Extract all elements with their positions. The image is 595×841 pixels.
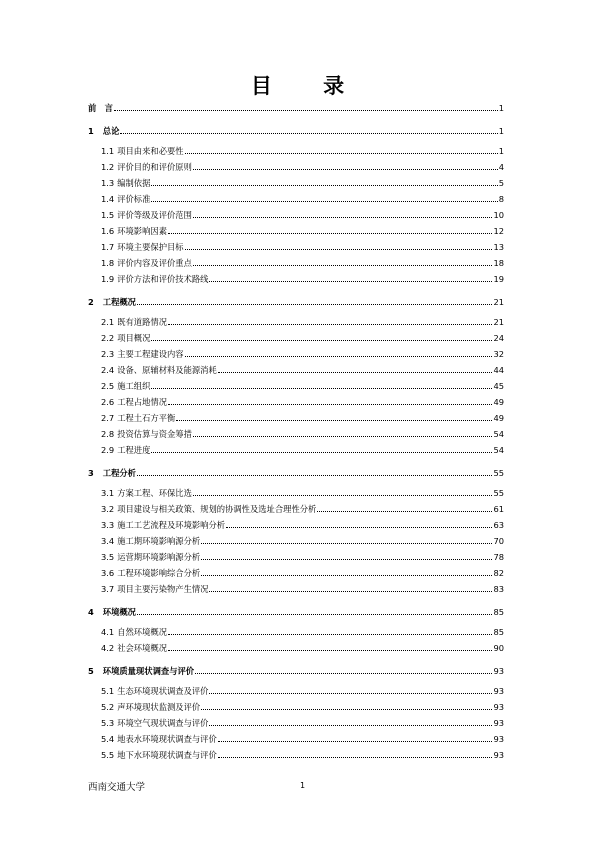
toc-entry-page: 21 <box>493 317 504 327</box>
toc-entry-label: 评价内容及评价重点 <box>117 258 192 268</box>
toc-section-entry[interactable] <box>101 427 504 439</box>
toc-chapter-entry[interactable] <box>88 466 504 478</box>
page-title: 目 录 <box>250 73 367 98</box>
toc-leader-dots <box>168 649 492 651</box>
toc-entry-number: 1.7 <box>101 242 115 252</box>
toc-entry-number: 2.8 <box>101 429 115 439</box>
toc-entry-label: 工程环境影响综合分析 <box>117 568 201 578</box>
toc-entry-label: 工程占地情况 <box>117 397 167 407</box>
toc-entry-page: 54 <box>493 445 504 455</box>
toc-entry-page: 93 <box>493 718 504 728</box>
toc-entry-label: 项目概况 <box>117 333 151 343</box>
toc-leader-dots <box>193 494 493 496</box>
toc-section-entry[interactable] <box>101 625 504 637</box>
toc-entry-label: 评价标准 <box>117 194 151 204</box>
toc-section-entry[interactable] <box>101 331 504 343</box>
toc-entry-page: 70 <box>493 536 504 546</box>
footer-page-number: 1 <box>300 781 306 790</box>
toc-leader-dots <box>168 232 492 234</box>
toc-entry-page: 93 <box>493 750 504 760</box>
toc-leader-dots <box>185 355 493 357</box>
toc-section-entry[interactable] <box>101 550 504 562</box>
toc-entry-number: 1.6 <box>101 226 115 236</box>
toc-entry-label: 环境影响因素 <box>117 226 167 236</box>
toc-chapter-entry[interactable] <box>88 605 504 617</box>
toc-entry-number: 2.6 <box>101 397 115 407</box>
toc-leader-dots <box>209 692 492 694</box>
toc-entry-number: 1.8 <box>101 258 115 268</box>
toc-leader-dots <box>193 264 493 266</box>
toc-entry-number: 5.4 <box>101 734 115 744</box>
toc-leader-dots <box>114 109 498 111</box>
toc-leader-dots <box>193 216 493 218</box>
toc-section-entry[interactable] <box>101 192 504 204</box>
toc-leader-dots <box>168 323 492 325</box>
toc-entry-number: 2.7 <box>101 413 115 423</box>
toc-entry-page: 90 <box>493 643 504 653</box>
toc-section-entry[interactable] <box>101 566 504 578</box>
toc-entry-page: 1 <box>498 103 504 113</box>
toc-entry-label: 编制依据 <box>117 178 151 188</box>
toc-section-entry[interactable] <box>101 684 504 696</box>
toc-entry-page: 5 <box>498 178 504 188</box>
toc-entry-page: 10 <box>493 210 504 220</box>
toc-leader-dots <box>201 558 492 560</box>
toc-entry-number: 1 <box>88 126 94 136</box>
toc-entry-label: 项目由来和必要性 <box>117 146 184 156</box>
toc-leader-dots <box>195 672 492 674</box>
toc-section-entry[interactable] <box>101 379 504 391</box>
toc-entry-number: 5.5 <box>101 750 115 760</box>
toc-leader-dots <box>193 168 498 170</box>
toc-leader-dots <box>317 510 492 512</box>
toc-entry-number: 2.2 <box>101 333 115 343</box>
toc-entry-label: 工程土石方平衡 <box>117 413 176 423</box>
toc-leader-dots <box>226 526 492 528</box>
toc-leader-dots <box>151 387 492 389</box>
toc-entry-label: 运营期环境影响源分析 <box>117 552 201 562</box>
toc-chapter-entry[interactable] <box>88 124 504 136</box>
toc-section-entry[interactable] <box>101 347 504 359</box>
toc-entry-number: 2.1 <box>101 317 115 327</box>
toc-entry-page: 55 <box>493 468 504 478</box>
toc-leader-dots <box>218 740 493 742</box>
toc-section-entry[interactable] <box>101 160 504 172</box>
toc-entry-page: 54 <box>493 429 504 439</box>
toc-section-entry[interactable] <box>101 502 504 514</box>
toc-section-entry[interactable] <box>101 395 504 407</box>
toc-section-entry[interactable] <box>101 443 504 455</box>
toc-leader-dots <box>168 403 492 405</box>
toc-section-entry[interactable] <box>101 716 504 728</box>
toc-leader-dots <box>137 613 492 615</box>
toc-entry-number: 5.2 <box>101 702 115 712</box>
toc-leader-dots <box>120 132 497 134</box>
toc-entry-number: 3.4 <box>101 536 115 546</box>
toc-entry-number: 4 <box>88 607 94 617</box>
toc-leader-dots <box>151 200 497 202</box>
toc-entry-number: 2.5 <box>101 381 115 391</box>
toc-leader-dots <box>176 419 492 421</box>
toc-chapter-entry[interactable] <box>88 664 504 676</box>
toc-entry-page: 24 <box>493 333 504 343</box>
toc-leader-dots <box>201 574 492 576</box>
toc-leader-dots <box>151 184 497 186</box>
toc-entry-page: 93 <box>493 666 504 676</box>
toc-section-entry[interactable] <box>101 534 504 546</box>
toc-entry-label: 项目主要污染物产生情况 <box>117 584 209 594</box>
toc-entry-number: 1.1 <box>101 146 115 156</box>
toc-section-entry[interactable] <box>101 363 504 375</box>
toc-entry-label: 设备、原辅材料及能源消耗 <box>117 365 217 375</box>
toc-entry-label: 环境概况 <box>102 607 136 617</box>
toc-entry-label: 评价方法和评价技术路线 <box>117 274 209 284</box>
toc-entry-label: 施工工艺流程及环境影响分析 <box>117 520 226 530</box>
toc-entry-page: 32 <box>493 349 504 359</box>
toc-section-entry[interactable] <box>101 700 504 712</box>
toc-section-entry[interactable] <box>101 315 504 327</box>
toc-entry-label: 项目建设与相关政策、规划的协调性及选址合理性分析 <box>117 504 317 514</box>
toc-entry-number: 3.2 <box>101 504 115 514</box>
toc-chapter-entry[interactable] <box>88 101 504 113</box>
toc-entry-page: 45 <box>493 381 504 391</box>
toc-entry-number: 2.9 <box>101 445 115 455</box>
toc-entry-page: 21 <box>493 297 504 307</box>
toc-leader-dots <box>209 280 492 282</box>
toc-leader-dots <box>218 756 493 758</box>
toc-entry-number: 4.2 <box>101 643 115 653</box>
toc-entry-page: 1 <box>498 146 504 156</box>
toc-entry-number: 5.1 <box>101 686 115 696</box>
toc-section-entry[interactable] <box>101 582 504 594</box>
toc-leader-dots <box>209 724 492 726</box>
toc-section-entry[interactable] <box>101 272 504 284</box>
toc-section-entry[interactable] <box>101 144 504 156</box>
toc-entry-page: 82 <box>493 568 504 578</box>
toc-entry-label: 生态环境现状调查及评价 <box>117 686 209 696</box>
toc-entry-number: 3.6 <box>101 568 115 578</box>
toc-entry-label: 施工期环境影响源分析 <box>117 536 201 546</box>
toc-entry-page: 93 <box>493 734 504 744</box>
toc-entry-number: 1.2 <box>101 162 115 172</box>
toc-entry-number: 1.5 <box>101 210 115 220</box>
toc-section-entry[interactable] <box>101 486 504 498</box>
toc-entry-label: 工程概况 <box>102 297 136 307</box>
toc-entry-page: 1 <box>498 126 504 136</box>
toc-leader-dots <box>218 371 493 373</box>
toc-section-entry[interactable] <box>101 641 504 653</box>
toc-entry-label: 主要工程建设内容 <box>117 349 184 359</box>
toc-entry-label: 工程分析 <box>102 468 136 478</box>
toc-section-entry[interactable] <box>101 176 504 188</box>
toc-entry-page: 49 <box>493 397 504 407</box>
toc-entry-page: 8 <box>498 194 504 204</box>
toc-entry-page: 85 <box>493 607 504 617</box>
toc-section-entry[interactable] <box>101 411 504 423</box>
toc-entry-page: 61 <box>493 504 504 514</box>
toc-entry-page: 83 <box>493 584 504 594</box>
toc-entry-page: 18 <box>493 258 504 268</box>
toc-entry-page: 4 <box>498 162 504 172</box>
toc-entry-page: 44 <box>493 365 504 375</box>
toc-leader-dots <box>201 542 492 544</box>
toc-entry-label: 声环境现状监测及评价 <box>117 702 201 712</box>
toc-entry-number: 3.1 <box>101 488 115 498</box>
toc-entry-number: 3.5 <box>101 552 115 562</box>
toc-entry-label: 环境质量现状调查与评价 <box>102 666 195 676</box>
toc-section-entry[interactable] <box>101 240 504 252</box>
toc-entry-page: 12 <box>493 226 504 236</box>
toc-entry-number: 2 <box>88 297 94 307</box>
toc-entry-page: 78 <box>493 552 504 562</box>
toc-leader-dots <box>137 474 492 476</box>
toc-entry-number: 5 <box>88 666 94 676</box>
toc-entry-label: 工程进度 <box>117 445 151 455</box>
toc-entry-number: 1.4 <box>101 194 115 204</box>
toc-entry-label: 方案工程、环保比选 <box>117 488 192 498</box>
toc-entry-label: 既有道路情况 <box>117 317 167 327</box>
toc-entry-label: 地下水环境现状调查与评价 <box>117 750 217 760</box>
toc-entry-label: 环境主要保护目标 <box>117 242 184 252</box>
toc-entry-number: 前 言 <box>88 103 113 113</box>
toc-entry-number: 2.3 <box>101 349 115 359</box>
toc-entry-number: 3 <box>88 468 94 478</box>
toc-entry-page: 55 <box>493 488 504 498</box>
toc-entry-number: 1.3 <box>101 178 115 188</box>
toc-entry-label: 评价等级及评价范围 <box>117 210 192 220</box>
toc-leader-dots <box>151 339 492 341</box>
toc-chapter-entry[interactable] <box>88 295 504 307</box>
toc-leader-dots <box>151 451 492 453</box>
toc-entry-number: 1.9 <box>101 274 115 284</box>
toc-entry-label: 环境空气现状调查与评价 <box>117 718 209 728</box>
toc-leader-dots <box>185 248 493 250</box>
toc-section-entry[interactable] <box>101 256 504 268</box>
toc-leader-dots <box>193 435 493 437</box>
toc-entry-number: 5.3 <box>101 718 115 728</box>
toc-entry-label: 地表水环境现状调查与评价 <box>117 734 217 744</box>
toc-entry-number: 3.3 <box>101 520 115 530</box>
toc-entry-page: 49 <box>493 413 504 423</box>
toc-leader-dots <box>137 303 492 305</box>
toc-entry-page: 93 <box>493 702 504 712</box>
toc-entry-page: 19 <box>493 274 504 284</box>
toc-section-entry[interactable] <box>101 748 504 760</box>
toc-leader-dots <box>209 590 492 592</box>
toc-section-entry[interactable] <box>101 208 504 220</box>
footer-organization: 西南交通大学 <box>88 782 146 793</box>
toc-entry-label: 总论 <box>102 126 120 136</box>
toc-entry-number: 3.7 <box>101 584 115 594</box>
toc-leader-dots <box>185 152 498 154</box>
toc-entry-number: 4.1 <box>101 627 115 637</box>
toc-entry-label: 自然环境概况 <box>117 627 167 637</box>
toc-entry-label: 社会环境概况 <box>117 643 167 653</box>
toc-entry-label: 投资估算与资金筹措 <box>117 429 192 439</box>
toc-entry-page: 13 <box>493 242 504 252</box>
toc-section-entry[interactable] <box>101 518 504 530</box>
toc-entry-number: 2.4 <box>101 365 115 375</box>
toc-entry-page: 93 <box>493 686 504 696</box>
toc-entry-page: 85 <box>493 627 504 637</box>
toc-entry-page: 63 <box>493 520 504 530</box>
toc-leader-dots <box>168 633 492 635</box>
toc-entry-label: 施工组织 <box>117 381 151 391</box>
toc-section-entry[interactable] <box>101 224 504 236</box>
toc-leader-dots <box>201 708 492 710</box>
toc-entry-label: 评价目的和评价原则 <box>117 162 192 172</box>
toc-section-entry[interactable] <box>101 732 504 744</box>
